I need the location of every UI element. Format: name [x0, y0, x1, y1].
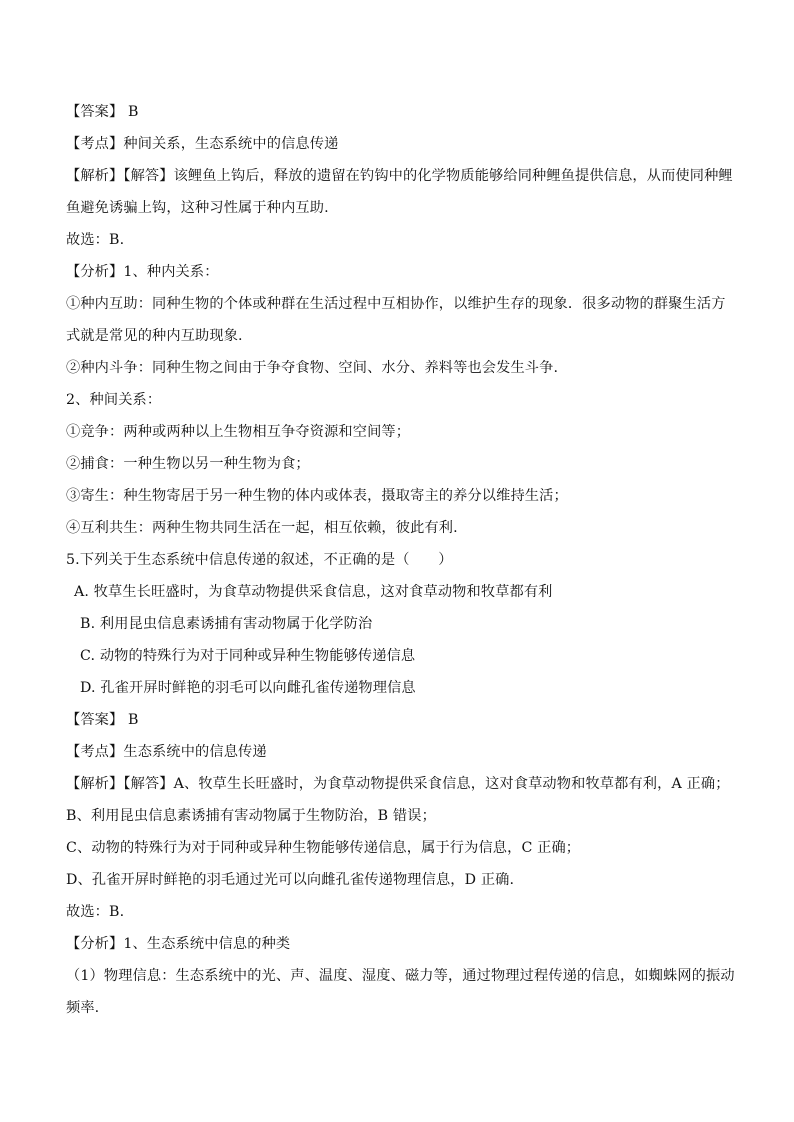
analysis-text: D、孔雀开屏时鲜艳的羽毛通过光可以向雌孔雀传递物理信息，D 正确. [66, 872, 515, 888]
conclusion-text: 故选：B. [66, 232, 125, 248]
explanation-text: ①竞争：两种或两种以上生物相互争夺资源和空间等； [66, 424, 411, 440]
topic-label: 【考点】生态系统中的信息传递 [66, 744, 267, 760]
option-b: B. 利用昆虫信息素诱捕有害动物属于化学防治 [80, 616, 373, 632]
explanation-heading: 2、种间关系： [66, 392, 162, 408]
explanation-text: （1）物理信息：生态系统中的光、声、温度、湿度、磁力等，通过物理过程传递的信息，如蜘蛛网的振动 [66, 968, 735, 984]
option-d: D. 孔雀开屏时鲜艳的羽毛可以向雌孔雀传递物理信息 [80, 680, 416, 696]
analysis-text: 【解析】【解答】该鲤鱼上钩后，释放的遗留在钓钩中的化学物质能够给同种鲤鱼提供信息，从而使同种鲤 [66, 168, 733, 184]
explanation-text: ④互利共生：两种生物共同生活在一起，相互依赖，彼此有利. [66, 520, 458, 536]
conclusion-text: 故选：B. [66, 904, 125, 920]
analysis-text: 【解析】【解答】A、牧草生长旺盛时，为食草动物提供采食信息，这对食草动物和牧草都有利，A 正确； [66, 776, 730, 792]
topic-label: 【考点】种间关系，生态系统中的信息传递 [66, 136, 339, 152]
analysis-text: 鱼避免诱骗上钩，这种习性属于种内互助. [66, 200, 329, 216]
option-c: C. 动物的特殊行为对于同种或异种生物能够传递信息 [80, 648, 416, 664]
explanation-heading: 【分析】1、生态系统中信息的种类 [66, 936, 291, 952]
explanation-text: ③寄生：种生物寄居于另一种生物的体内或体表，摄取寄主的养分以维持生活； [66, 488, 568, 504]
explanation-text: 式就是常见的种内互助现象. [66, 328, 243, 344]
explanation-text: 频率. [66, 1000, 100, 1016]
explanation-text: ②捕食：一种生物以另一种生物为食； [66, 456, 310, 472]
option-a: A. 牧草生长旺盛时，为食草动物提供采食信息，这对食草动物和牧草都有利 [74, 584, 553, 600]
explanation-text: ②种内斗争：同种生物之间由于争夺食物、空间、水分、养料等也会发生斗争. [66, 360, 559, 376]
answer-label: 【答案】 B [66, 712, 139, 728]
analysis-text: B、利用昆虫信息素诱捕有害动物属于生物防治，B 错误； [66, 808, 436, 824]
question-stem: 5.下列关于生态系统中信息传递的叙述，不正确的是（ ） [66, 552, 453, 568]
analysis-text: C、动物的特殊行为对于同种或异种生物能够传递信息，属于行为信息，C 正确； [66, 840, 581, 856]
explanation-heading: 【分析】1、种内关系： [66, 264, 219, 280]
explanation-text: ①种内互助：同种生物的个体或种群在生活过程中互相协作，以维护生存的现象．很多动物的群聚生活方 [66, 296, 726, 312]
answer-label: 【答案】 B [66, 104, 139, 120]
